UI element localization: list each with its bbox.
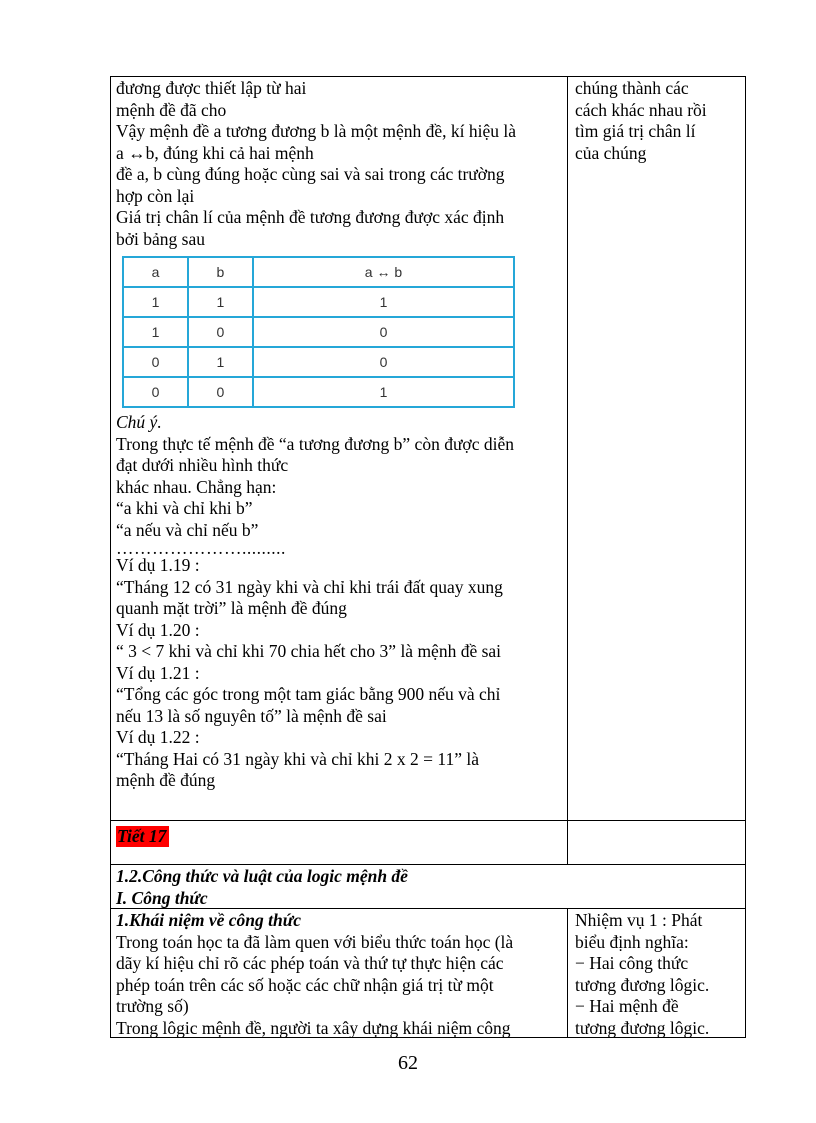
note-section [116,412,562,792]
text-line: Vậy mệnh đề a tương đương b là một mệnh đề, kí hiệu là [116,121,517,141]
task-line: Nhiệm vụ 1 : Phát [575,910,703,930]
text-line: hợp còn lại [116,185,195,206]
row-divider-1 [110,820,746,821]
truth-table-row [123,317,514,347]
example-label: Ví dụ 1.21 : [116,662,200,683]
text-line: đạt dưới nhiều hình thức [116,455,289,475]
table-cell: 0 [253,317,514,347]
text-line: Trong thực tế mệnh đề “a tương đương b” còn được diễn [116,433,514,454]
text-line: đương được thiết lập từ hai [116,78,307,98]
table-cell: 0 [123,377,188,407]
truth-table-row [123,347,514,377]
task-line: biểu định nghĩa: [575,931,689,952]
text-line: dãy kí hiệu chỉ rõ các phép toán và thứ tự thực hiện các [116,953,504,973]
row-divider-2 [110,864,746,865]
table-cell: 0 [253,347,514,377]
example-line: “Tổng các góc trong một tam giác bằng 900 nếu và chỉ [116,684,501,704]
example-label: Ví dụ 1.19 : [116,555,200,575]
table-cell: 0 [188,317,253,347]
example-line: quanh mặt trời” là mệnh đề đúng [116,598,347,618]
header-cell: a [123,257,188,287]
example-line: “ 3 < 7 khi và chỉ khi 70 chia hết cho 3” là mệnh đề sai [116,641,502,661]
text-line: bởi bảng sau [116,228,205,249]
table-cell: 0 [188,377,253,407]
text-line: Giá trị chân lí của mệnh đề tương đương được xác định [116,207,505,227]
task-line: − Hai mệnh đề [575,996,679,1016]
text-line: phép toán trên các số hoặc các chữ nhận giá trị từ một [116,974,494,995]
example-line: nếu 13 là số nguyên tố” là mệnh đề sai [116,705,387,726]
text-line: khác nhau. Chẳng hạn: [116,476,277,497]
page-number: 62 [398,1052,418,1074]
bottom-right-cell [575,910,740,1039]
note-title: Chú ý. [116,412,162,432]
top-left-cell [116,78,562,250]
text-line: tìm giá trị chân lí [575,121,696,141]
text-line: Trong lôgic mệnh đề, người ta xây dựng khái niệm công [116,1017,511,1038]
bottom-left-cell [116,910,562,1039]
dotted-line: …………………......... [116,538,286,558]
text-line: “a khi và chỉ khi b” [116,498,253,518]
table-cell: 1 [123,287,188,317]
truth-table [122,256,515,408]
section-subheading: I. Công thức [116,887,208,908]
header-cell: a ↔ b [253,257,514,287]
example-label: Ví dụ 1.22 : [116,727,200,747]
section-heading: 1.2.Công thức và luật của logic mệnh đề [116,866,408,886]
text-line: a ↔b, đúng khi cả hai mệnh [116,142,314,163]
text-line: mệnh đề đã cho [116,99,227,120]
text-line: cách khác nhau rồi [575,99,707,120]
task-line: tương đương lôgic. [575,1017,710,1038]
table-cell: 0 [123,347,188,377]
task-line: − Hai công thức [575,953,689,973]
text-line: đề a, b cùng đúng hoặc cùng sai và sai trong các trường [116,164,505,184]
text-line: của chúng [575,142,647,163]
section-heading-cell [116,866,736,909]
table-cell: 1 [188,347,253,377]
truth-table-header [123,257,514,287]
task-line: tương đương lôgic. [575,974,710,995]
text-line: “a nếu và chỉ nếu b” [116,519,259,540]
column-divider-top [567,76,568,864]
column-divider-bottom [567,908,568,1038]
table-cell: 1 [188,287,253,317]
example-label: Ví dụ 1.20 : [116,619,200,640]
text-line: Trong toán học ta đã làm quen với biểu thức toán học (là [116,931,514,952]
lesson-period-label: Tiết 17 [116,826,169,847]
text-line: chúng thành các [575,78,689,98]
text-line: trường số) [116,996,189,1016]
example-line: “Tháng Hai có 31 ngày khi và chỉ khi 2 x 2 = 11” là [116,748,480,769]
truth-table-row [123,377,514,407]
example-line: mệnh đề đúng [116,770,216,790]
table-cell: 1 [253,377,514,407]
table-cell: 1 [253,287,514,317]
table-cell: 1 [123,317,188,347]
header-cell: b [188,257,253,287]
concept-title: 1.Khái niệm về công thức [116,910,301,930]
example-line: “Tháng 12 có 31 ngày khi và chỉ khi trái đất quay xung [116,576,503,597]
truth-table-row [123,287,514,317]
top-right-cell [575,78,740,164]
